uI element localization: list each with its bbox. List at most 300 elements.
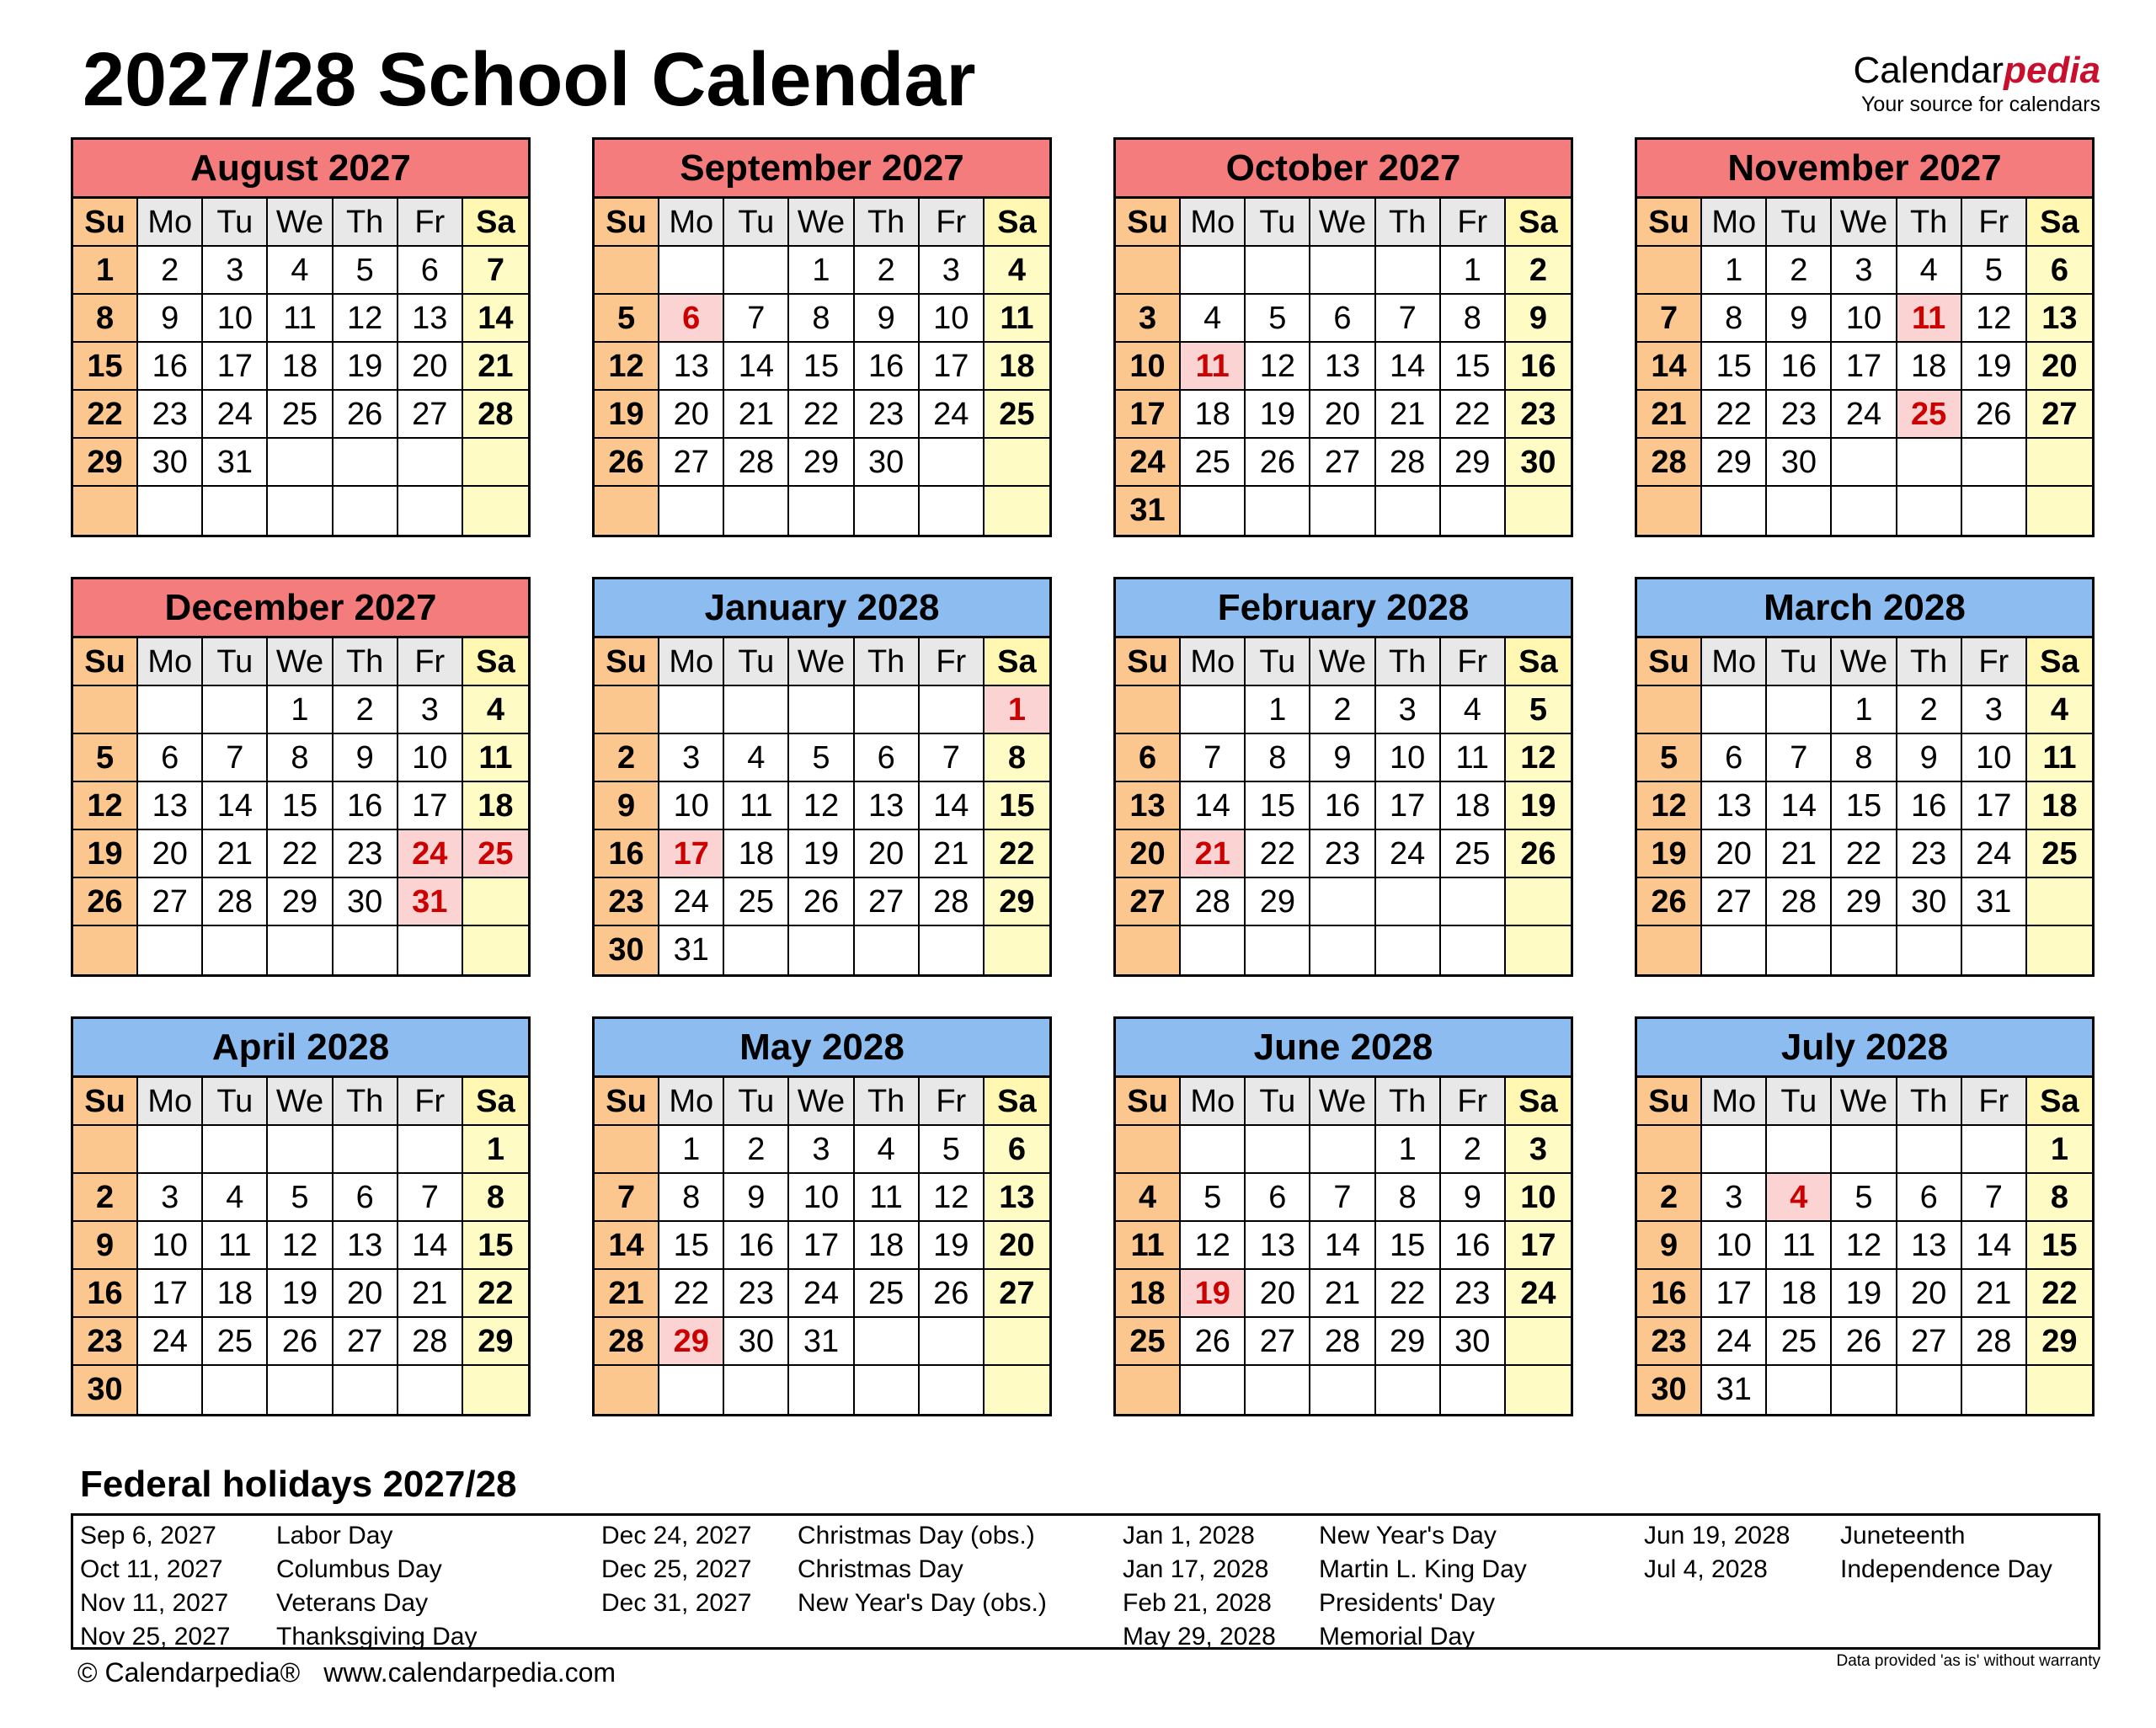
- holiday-date: Nov 25, 2027: [80, 1623, 231, 1651]
- day-cell: 4: [268, 247, 333, 295]
- day-cell: 3: [1962, 686, 2027, 734]
- empty-day-cell: [1181, 926, 1246, 974]
- day-cell: 3: [1376, 686, 1441, 734]
- weekday-header: Fr: [1962, 1078, 2027, 1126]
- day-cell: 15: [789, 343, 854, 391]
- empty-day-cell: [1376, 926, 1441, 974]
- day-cell: 5: [1506, 686, 1571, 734]
- day-cell: 14: [398, 1222, 463, 1270]
- day-cell: 30: [1897, 878, 1962, 926]
- month-title: October 2027: [1116, 140, 1571, 199]
- empty-day-cell: [1702, 686, 1767, 734]
- day-cell: 1: [1702, 247, 1767, 295]
- empty-day-cell: [1246, 1366, 1310, 1414]
- day-cell: 9: [1767, 295, 1832, 343]
- empty-day-cell: [138, 686, 203, 734]
- holiday-date: Nov 11, 2027: [80, 1589, 229, 1617]
- empty-day-cell: [1116, 926, 1181, 974]
- empty-day-cell: [1767, 1366, 1832, 1414]
- day-cell: 19: [268, 1270, 333, 1318]
- day-cell: 2: [334, 686, 398, 734]
- day-cell: 27: [1310, 439, 1375, 487]
- weekday-header: Sa: [985, 1078, 1049, 1126]
- day-cell: 17: [1962, 782, 2027, 830]
- weekday-header: Tu: [724, 638, 789, 686]
- weekday-header: Sa: [2027, 1078, 2092, 1126]
- day-cell: 22: [1441, 391, 1506, 439]
- day-cell: 4: [1116, 1174, 1181, 1222]
- empty-day-cell: [268, 487, 333, 535]
- weekday-header: Mo: [1702, 1078, 1767, 1126]
- day-cell: 11: [2027, 734, 2092, 782]
- day-cell: 27: [1702, 878, 1767, 926]
- empty-day-cell: [334, 439, 398, 487]
- weekday-header: Su: [595, 638, 659, 686]
- empty-day-cell: [334, 1126, 398, 1174]
- day-cell: 8: [268, 734, 333, 782]
- empty-day-cell: [398, 1126, 463, 1174]
- empty-day-cell: [1637, 1126, 1702, 1174]
- day-cell: 28: [398, 1318, 463, 1366]
- day-cell: 11: [855, 1174, 920, 1222]
- day-cell: 26: [1832, 1318, 1897, 1366]
- day-cell: 8: [789, 295, 854, 343]
- day-cell: 25: [2027, 830, 2092, 878]
- day-cell: 27: [1897, 1318, 1962, 1366]
- day-cell: 17: [1702, 1270, 1767, 1318]
- holiday-day-cell: 6: [659, 295, 724, 343]
- day-cell: 12: [1832, 1222, 1897, 1270]
- holiday-date: Jul 4, 2028: [1644, 1555, 1768, 1583]
- empty-day-cell: [985, 1366, 1049, 1414]
- day-cell: 15: [1246, 782, 1310, 830]
- month-grid: [1637, 638, 2092, 974]
- empty-day-cell: [203, 1366, 268, 1414]
- day-cell: 4: [2027, 686, 2092, 734]
- day-cell: 23: [724, 1270, 789, 1318]
- day-cell: 21: [1962, 1270, 2027, 1318]
- day-cell: 16: [334, 782, 398, 830]
- weekday-header: Su: [1116, 199, 1181, 247]
- day-cell: 28: [595, 1318, 659, 1366]
- empty-day-cell: [138, 1366, 203, 1414]
- empty-day-cell: [659, 487, 724, 535]
- day-cell: 20: [334, 1270, 398, 1318]
- empty-day-cell: [463, 926, 528, 974]
- holiday-day-cell: 25: [463, 830, 528, 878]
- day-cell: 10: [659, 782, 724, 830]
- day-cell: 9: [1506, 295, 1571, 343]
- weekday-header: Th: [1376, 638, 1441, 686]
- day-cell: 1: [73, 247, 138, 295]
- holiday-day-cell: 19: [1181, 1270, 1246, 1318]
- day-cell: 20: [1246, 1270, 1310, 1318]
- holiday-name: Labor Day: [276, 1522, 393, 1549]
- day-cell: 21: [724, 391, 789, 439]
- day-cell: 10: [1376, 734, 1441, 782]
- day-cell: 6: [398, 247, 463, 295]
- day-cell: 13: [659, 343, 724, 391]
- day-cell: 3: [1116, 295, 1181, 343]
- month-calendar: [71, 577, 531, 977]
- weekday-header: Tu: [203, 638, 268, 686]
- day-cell: 31: [203, 439, 268, 487]
- day-cell: 11: [724, 782, 789, 830]
- day-cell: 23: [1637, 1318, 1702, 1366]
- day-cell: 14: [724, 343, 789, 391]
- day-cell: 10: [1832, 295, 1897, 343]
- day-cell: 5: [1637, 734, 1702, 782]
- day-cell: 26: [1506, 830, 1571, 878]
- empty-day-cell: [1962, 487, 2027, 535]
- empty-day-cell: [1441, 487, 1506, 535]
- day-cell: 16: [1897, 782, 1962, 830]
- empty-day-cell: [398, 926, 463, 974]
- day-cell: 18: [1441, 782, 1506, 830]
- month-calendar: [592, 577, 1052, 977]
- weekday-header: Sa: [463, 199, 528, 247]
- day-cell: 9: [595, 782, 659, 830]
- day-cell: 27: [855, 878, 920, 926]
- weekday-header: We: [789, 1078, 854, 1126]
- weekday-header: Fr: [1441, 638, 1506, 686]
- day-cell: 23: [1441, 1270, 1506, 1318]
- footer-url[interactable]: www.calendarpedia.com: [323, 1657, 616, 1688]
- month-grid: [1116, 638, 1571, 974]
- day-cell: 22: [463, 1270, 528, 1318]
- day-cell: 19: [1246, 391, 1310, 439]
- weekday-header: We: [1310, 199, 1375, 247]
- day-cell: 1: [659, 1126, 724, 1174]
- month-title: July 2028: [1637, 1019, 2092, 1078]
- day-cell: 16: [1767, 343, 1832, 391]
- day-cell: 27: [2027, 391, 2092, 439]
- weekday-header: Mo: [1702, 199, 1767, 247]
- day-cell: 6: [1897, 1174, 1962, 1222]
- day-cell: 27: [1116, 878, 1181, 926]
- empty-day-cell: [334, 926, 398, 974]
- day-cell: 12: [920, 1174, 985, 1222]
- day-cell: 8: [985, 734, 1049, 782]
- empty-day-cell: [2027, 487, 2092, 535]
- empty-day-cell: [1376, 487, 1441, 535]
- day-cell: 25: [1116, 1318, 1181, 1366]
- holiday-name: Christmas Day: [798, 1555, 963, 1583]
- weekday-header: Fr: [398, 638, 463, 686]
- empty-day-cell: [1897, 487, 1962, 535]
- weekday-header: Th: [855, 1078, 920, 1126]
- day-cell: 10: [1702, 1222, 1767, 1270]
- day-cell: 30: [73, 1366, 138, 1414]
- month-calendar: [1635, 137, 2095, 537]
- day-cell: 18: [1116, 1270, 1181, 1318]
- weekday-header: Th: [1897, 199, 1962, 247]
- holiday-day-cell: 11: [1181, 343, 1246, 391]
- empty-day-cell: [1310, 1366, 1375, 1414]
- empty-day-cell: [1702, 926, 1767, 974]
- day-cell: 22: [2027, 1270, 2092, 1318]
- day-cell: 11: [1441, 734, 1506, 782]
- day-cell: 9: [1441, 1174, 1506, 1222]
- month-grid: [1116, 199, 1571, 535]
- empty-day-cell: [1832, 487, 1897, 535]
- day-cell: 12: [334, 295, 398, 343]
- day-cell: 17: [203, 343, 268, 391]
- empty-day-cell: [855, 686, 920, 734]
- weekday-header: Su: [73, 1078, 138, 1126]
- empty-day-cell: [1116, 1126, 1181, 1174]
- weekday-header: Sa: [1506, 638, 1571, 686]
- empty-day-cell: [1441, 878, 1506, 926]
- day-cell: 20: [659, 391, 724, 439]
- day-cell: 11: [985, 295, 1049, 343]
- day-cell: 2: [1506, 247, 1571, 295]
- weekday-header: Su: [1637, 199, 1702, 247]
- empty-day-cell: [724, 487, 789, 535]
- day-cell: 16: [1637, 1270, 1702, 1318]
- empty-day-cell: [203, 487, 268, 535]
- weekday-header: We: [268, 638, 333, 686]
- day-cell: 20: [985, 1222, 1049, 1270]
- day-cell: 9: [138, 295, 203, 343]
- empty-day-cell: [855, 487, 920, 535]
- day-cell: 4: [463, 686, 528, 734]
- day-cell: 23: [1310, 830, 1375, 878]
- federal-holidays-table: [71, 1513, 2100, 1650]
- weekday-header: Sa: [985, 638, 1049, 686]
- day-cell: 11: [1116, 1222, 1181, 1270]
- empty-day-cell: [595, 1366, 659, 1414]
- day-cell: 9: [334, 734, 398, 782]
- day-cell: 25: [985, 391, 1049, 439]
- day-cell: 24: [1376, 830, 1441, 878]
- weekday-header: We: [1310, 1078, 1375, 1126]
- day-cell: 7: [463, 247, 528, 295]
- holiday-date: Jun 19, 2028: [1644, 1522, 1790, 1549]
- day-cell: 5: [920, 1126, 985, 1174]
- day-cell: 15: [985, 782, 1049, 830]
- day-cell: 4: [203, 1174, 268, 1222]
- weekday-header: Mo: [1181, 638, 1246, 686]
- empty-day-cell: [73, 686, 138, 734]
- empty-day-cell: [595, 487, 659, 535]
- empty-day-cell: [1767, 487, 1832, 535]
- day-cell: 6: [1702, 734, 1767, 782]
- day-cell: 28: [920, 878, 985, 926]
- empty-day-cell: [985, 1318, 1049, 1366]
- day-cell: 14: [463, 295, 528, 343]
- day-cell: 25: [1767, 1318, 1832, 1366]
- day-cell: 18: [985, 343, 1049, 391]
- month-calendar: [1113, 577, 1573, 977]
- day-cell: 14: [1181, 782, 1246, 830]
- empty-day-cell: [1962, 439, 2027, 487]
- month-title: March 2028: [1637, 579, 2092, 638]
- holiday-day-cell: 31: [398, 878, 463, 926]
- day-cell: 6: [334, 1174, 398, 1222]
- month-calendar: [1113, 1016, 1573, 1416]
- day-cell: 30: [1506, 439, 1571, 487]
- empty-day-cell: [1702, 487, 1767, 535]
- empty-day-cell: [1246, 926, 1310, 974]
- day-cell: 8: [1441, 295, 1506, 343]
- empty-day-cell: [1376, 247, 1441, 295]
- day-cell: 30: [138, 439, 203, 487]
- holiday-name: Columbus Day: [276, 1555, 442, 1583]
- weekday-header: We: [268, 1078, 333, 1126]
- weekday-header: Mo: [1181, 1078, 1246, 1126]
- day-cell: 6: [2027, 247, 2092, 295]
- brand-name: Calendarpedia: [1853, 50, 2100, 91]
- day-cell: 24: [138, 1318, 203, 1366]
- day-cell: 24: [1702, 1318, 1767, 1366]
- empty-day-cell: [1767, 686, 1832, 734]
- empty-day-cell: [398, 1366, 463, 1414]
- weekday-header: Mo: [138, 638, 203, 686]
- day-cell: 30: [1767, 439, 1832, 487]
- empty-day-cell: [463, 487, 528, 535]
- day-cell: 12: [1962, 295, 2027, 343]
- weekday-header: Mo: [659, 199, 724, 247]
- empty-day-cell: [73, 1126, 138, 1174]
- day-cell: 14: [203, 782, 268, 830]
- day-cell: 5: [1181, 1174, 1246, 1222]
- day-cell: 24: [1506, 1270, 1571, 1318]
- month-grid: [73, 1078, 528, 1414]
- empty-day-cell: [1181, 1366, 1246, 1414]
- weekday-header: Sa: [1506, 1078, 1571, 1126]
- empty-day-cell: [789, 926, 854, 974]
- empty-day-cell: [1376, 878, 1441, 926]
- month-title: June 2028: [1116, 1019, 1571, 1078]
- holiday-date: Feb 21, 2028: [1123, 1589, 1272, 1617]
- empty-day-cell: [1962, 1126, 2027, 1174]
- copyright: © Calendarpedia®: [77, 1657, 301, 1688]
- weekday-header: Th: [334, 1078, 398, 1126]
- empty-day-cell: [2027, 1366, 2092, 1414]
- day-cell: 31: [1962, 878, 2027, 926]
- month-title: February 2028: [1116, 579, 1571, 638]
- day-cell: 30: [724, 1318, 789, 1366]
- empty-day-cell: [1246, 247, 1310, 295]
- day-cell: 22: [789, 391, 854, 439]
- day-cell: 2: [73, 1174, 138, 1222]
- day-cell: 8: [1832, 734, 1897, 782]
- empty-day-cell: [463, 439, 528, 487]
- holiday-name: Veterans Day: [276, 1589, 429, 1617]
- day-cell: 16: [724, 1222, 789, 1270]
- weekday-header: Su: [73, 638, 138, 686]
- day-cell: 21: [398, 1270, 463, 1318]
- day-cell: 26: [334, 391, 398, 439]
- day-cell: 22: [1246, 830, 1310, 878]
- day-cell: 27: [138, 878, 203, 926]
- day-cell: 6: [1310, 295, 1375, 343]
- day-cell: 8: [1246, 734, 1310, 782]
- day-cell: 23: [138, 391, 203, 439]
- empty-day-cell: [398, 439, 463, 487]
- day-cell: 6: [138, 734, 203, 782]
- empty-day-cell: [1441, 926, 1506, 974]
- day-cell: 13: [1702, 782, 1767, 830]
- day-cell: 29: [789, 439, 854, 487]
- day-cell: 2: [1441, 1126, 1506, 1174]
- holiday-date: Jan 1, 2028: [1123, 1522, 1255, 1549]
- day-cell: 20: [398, 343, 463, 391]
- day-cell: 23: [595, 878, 659, 926]
- weekday-header: Fr: [1962, 638, 2027, 686]
- empty-day-cell: [789, 1366, 854, 1414]
- holiday-day-cell: 25: [1897, 391, 1962, 439]
- day-cell: 13: [334, 1222, 398, 1270]
- day-cell: 13: [1897, 1222, 1962, 1270]
- weekday-header: We: [1832, 199, 1897, 247]
- empty-day-cell: [1962, 926, 2027, 974]
- day-cell: 25: [268, 391, 333, 439]
- day-cell: 15: [2027, 1222, 2092, 1270]
- empty-day-cell: [1767, 1126, 1832, 1174]
- weekday-header: Su: [73, 199, 138, 247]
- day-cell: 19: [789, 830, 854, 878]
- day-cell: 18: [855, 1222, 920, 1270]
- day-cell: 4: [724, 734, 789, 782]
- day-cell: 26: [1962, 391, 2027, 439]
- day-cell: 25: [1441, 830, 1506, 878]
- day-cell: 16: [595, 830, 659, 878]
- weekday-header: We: [1832, 638, 1897, 686]
- day-cell: 12: [1246, 343, 1310, 391]
- day-cell: 21: [463, 343, 528, 391]
- day-cell: 7: [1181, 734, 1246, 782]
- day-cell: 10: [1116, 343, 1181, 391]
- holiday-name: Thanksgiving Day: [276, 1623, 478, 1651]
- holiday-name: Martin L. King Day: [1319, 1555, 1527, 1583]
- day-cell: 7: [595, 1174, 659, 1222]
- day-cell: 13: [398, 295, 463, 343]
- day-cell: 19: [1832, 1270, 1897, 1318]
- day-cell: 4: [855, 1126, 920, 1174]
- day-cell: 23: [855, 391, 920, 439]
- day-cell: 12: [1506, 734, 1571, 782]
- day-cell: 6: [985, 1126, 1049, 1174]
- day-cell: 8: [1376, 1174, 1441, 1222]
- day-cell: 26: [595, 439, 659, 487]
- empty-day-cell: [1897, 439, 1962, 487]
- day-cell: 3: [203, 247, 268, 295]
- holiday-name: Presidents' Day: [1319, 1589, 1496, 1617]
- day-cell: 30: [1637, 1366, 1702, 1414]
- month-grid: [1637, 1078, 2092, 1414]
- day-cell: 19: [1962, 343, 2027, 391]
- holiday-day-cell: 24: [398, 830, 463, 878]
- day-cell: 21: [920, 830, 985, 878]
- day-cell: 21: [203, 830, 268, 878]
- day-cell: 10: [920, 295, 985, 343]
- day-cell: 26: [920, 1270, 985, 1318]
- holiday-name: Christmas Day (obs.): [798, 1522, 1035, 1549]
- weekday-header: Tu: [1767, 199, 1832, 247]
- day-cell: 16: [1506, 343, 1571, 391]
- empty-day-cell: [920, 686, 985, 734]
- day-cell: 26: [1181, 1318, 1246, 1366]
- brand-tagline: Your source for calendars: [1861, 93, 2100, 116]
- day-cell: 3: [789, 1126, 854, 1174]
- day-cell: 7: [1962, 1174, 2027, 1222]
- empty-day-cell: [1376, 1366, 1441, 1414]
- disclaimer: Data provided 'as is' without warranty: [1836, 1652, 2100, 1670]
- day-cell: 22: [268, 830, 333, 878]
- month-title: December 2027: [73, 579, 528, 638]
